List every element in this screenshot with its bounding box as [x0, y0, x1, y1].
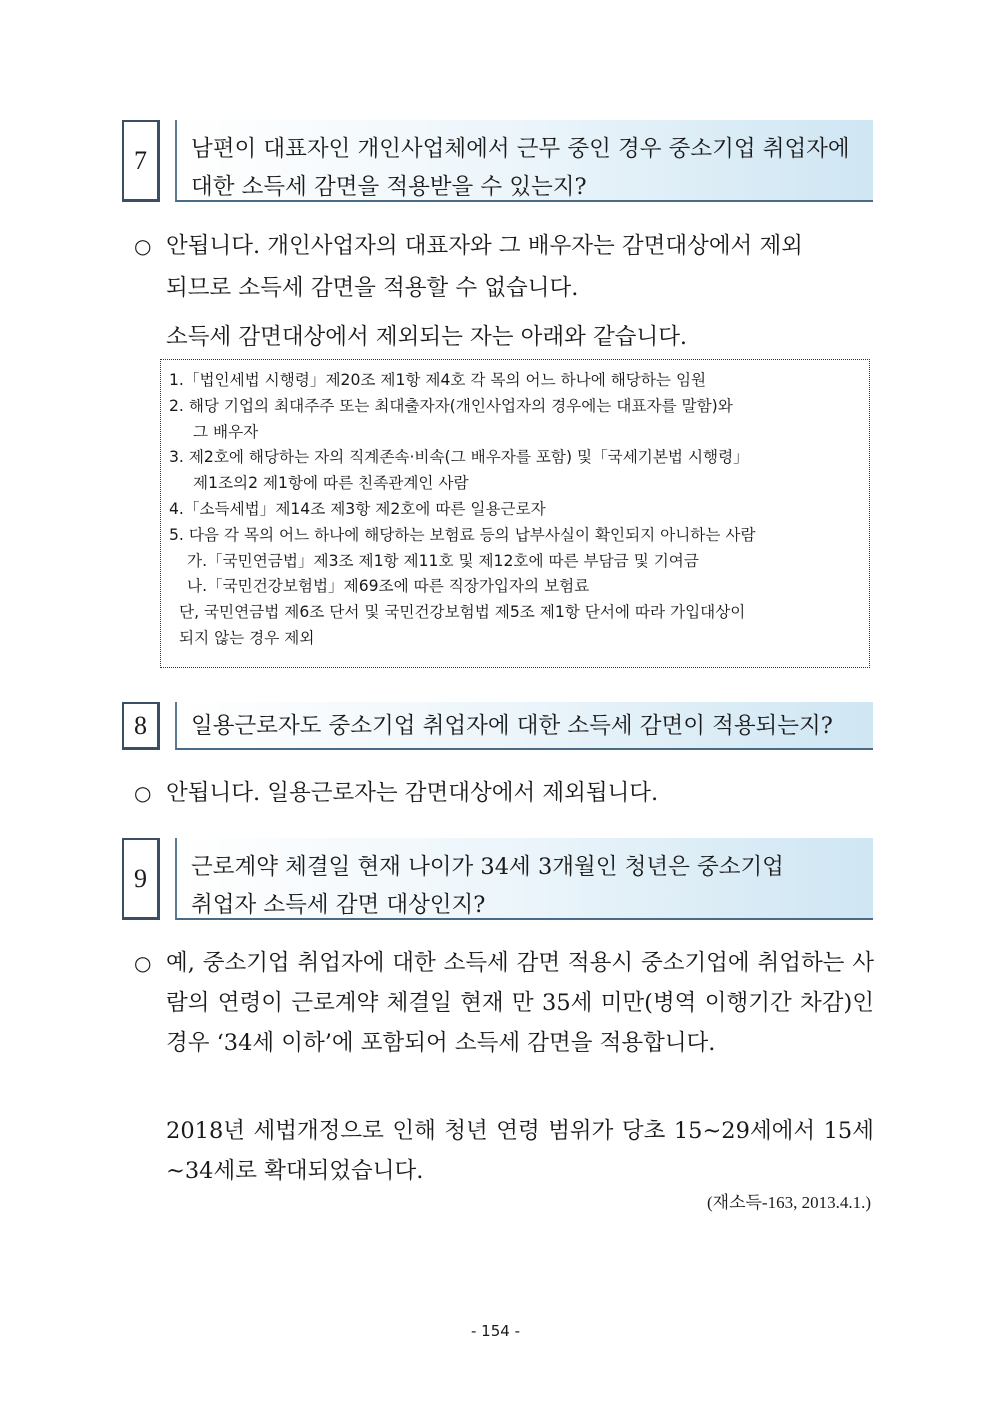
exclusion-line-3: 3. 제2호에 해당하는 자의 직계존속·비속(그 배우자를 포함) 및「국세기본법 시행령」: [169, 448, 749, 467]
exclusion-line-1: 1.「법인세법 시행령」제20조 제1항 제4호 각 목의 어느 하나에 해당하는 임원: [169, 371, 707, 389]
question-8-line-1: 일용근로자도 중소기업 취업자에 대한 소득세 감면이 적용되는지?: [191, 713, 833, 739]
answer-9-paragraph-2: 2018년 세법개정으로 인해 청년 연령 범위가 당초 15~29세에서 15세~34세로 확대되었습니다.: [166, 1118, 874, 1184]
question-number-text: 9: [134, 863, 147, 893]
bullet-circle: ○: [134, 951, 152, 975]
answer-7-line-1: 안됩니다. 개인사업자의 대표자와 그 배우자는 감면대상에서 제외: [166, 233, 803, 259]
answer-9-text: 예, 중소기업 취업자에 대한 소득세 감면 적용시 중소기업에 취업하는 사람의 연령이 근로계약 체결일 현재 만 35세 미만(병역 이행기간 차감)인 경우 ‘34세 이하’에 포함되어 소득세 감면을 적용합니다.: [166, 950, 874, 1056]
question-7-box: [175, 120, 873, 202]
question-number-7: [122, 120, 160, 202]
bullet-circle: ○: [134, 234, 152, 258]
answer-7: [134, 225, 874, 309]
bullet-circle: ○: [134, 781, 152, 805]
question-9-line-2: 취업자 소득세 감면 대상인지?: [191, 892, 486, 918]
citation: (재소득-163, 2013.4.1.): [707, 1193, 871, 1212]
exclusion-line-5-ga: 가.「국민연금법」제3조 제1항 제11호 및 제12호에 따른 부담금 및 기여금: [187, 551, 699, 570]
page-number: - 154 -: [471, 1322, 520, 1340]
exclusion-proviso: 단, 국민연금법 제6조 단서 및 국민건강보험법 제5조 제1항 단서에 따라 가입대상이: [179, 603, 746, 622]
exclusion-line-3-cont: 제1조의2 제1항에 따른 친족관계인 사람: [193, 474, 469, 493]
exclusion-line-4: 4.「소득세법」제14조 제3항 제2호에 따른 일용근로자: [169, 499, 546, 518]
question-number-9: [122, 838, 160, 920]
question-9-line-1: 근로계약 체결일 현재 나이가 34세 3개월인 청년은 중소기업: [191, 854, 784, 880]
question-9-box: [175, 838, 873, 920]
answer-8-line-1: 안됩니다. 일용근로자는 감면대상에서 제외됩니다.: [166, 780, 659, 806]
exclusion-line-2-cont: 그 배우자: [193, 422, 259, 441]
exclusion-list-box: [160, 359, 870, 668]
answer-9: [134, 943, 874, 1063]
question-7-line-1: 남편이 대표자인 개인사업체에서 근무 중인 경우 중소기업 취업자에: [191, 136, 850, 162]
exclusion-line-2: 2. 해당 기업의 최대주주 또는 최대출자자(개인사업자의 경우에는 대표자를 말함)와: [169, 396, 733, 415]
exclusion-line-5: 5. 다음 각 목의 어느 하나에 해당하는 보험료 등의 납부사실이 확인되지 아니하는 사람: [169, 525, 756, 544]
question-8-box: [175, 702, 873, 750]
answer-7-intro: 소득세 감면대상에서 제외되는 자는 아래와 같습니다.: [166, 324, 688, 350]
answer-7-line-2: 되므로 소득세 감면을 적용할 수 없습니다.: [166, 275, 579, 301]
answer-8: [134, 772, 874, 814]
exclusion-line-5-na: 나.「국민건강보험법」제69조에 따른 직장가입자의 보험료: [187, 577, 590, 596]
question-number-8: [122, 702, 160, 750]
question-number-text: 7: [134, 145, 147, 175]
question-number-text: 8: [134, 710, 147, 740]
question-7-line-2: 대한 소득세 감면을 적용받을 수 있는지?: [191, 174, 587, 200]
exclusion-proviso-cont: 되지 않는 경우 제외: [179, 628, 315, 647]
